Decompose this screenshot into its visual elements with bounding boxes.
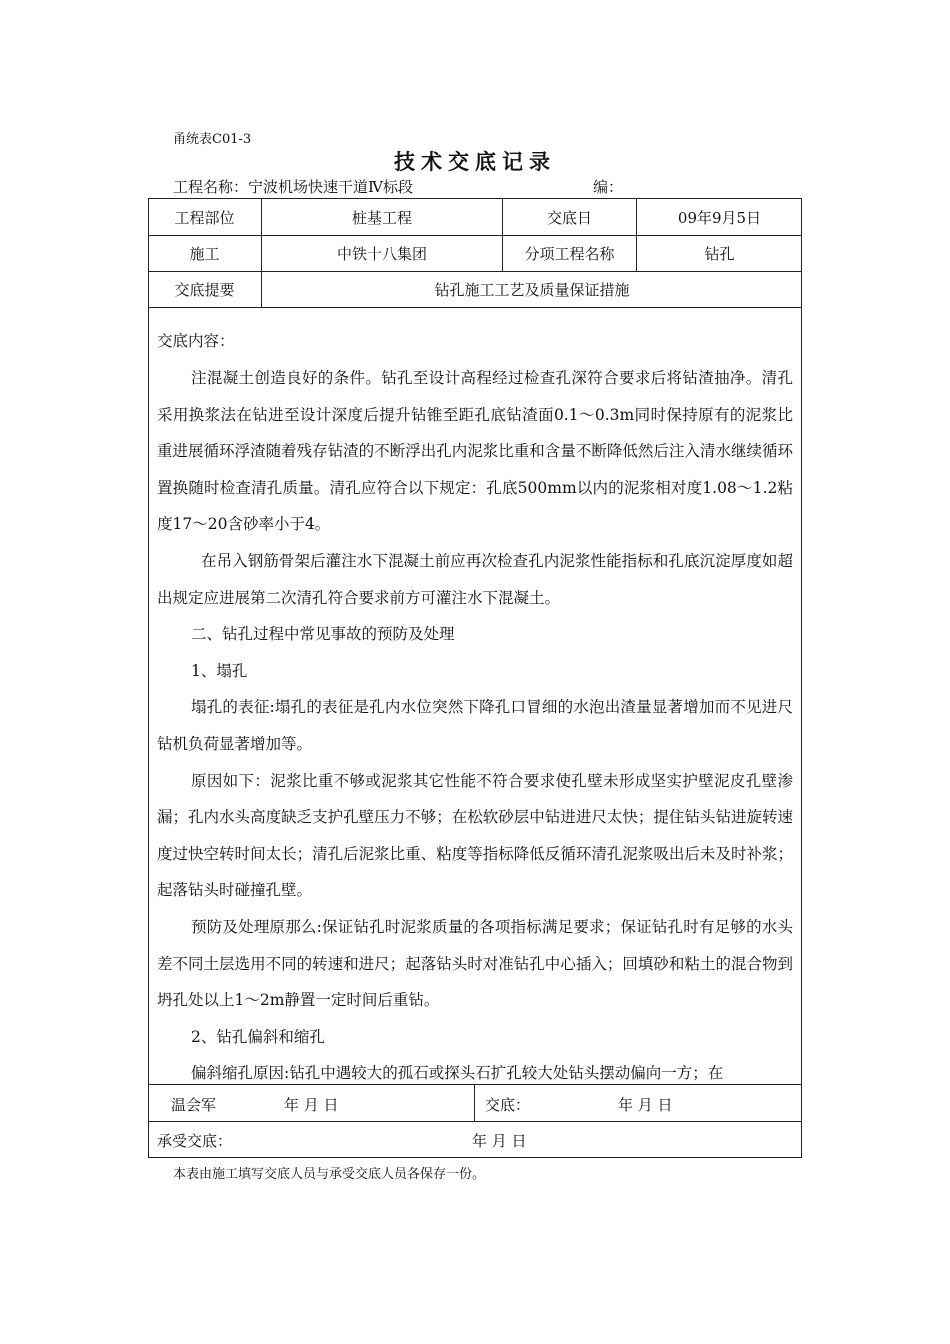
construction-unit-value: 中铁十八集团 (336, 245, 427, 263)
content-paragraph: 偏斜缩孔原因:钻孔中遇较大的孤石或探头石扩孔较大处钻头摆动偏向一方；在 (191, 1064, 724, 1083)
content-paragraph: 预防及处理原那么:保证钻孔时泥浆质量的各项指标满足要求；保证钻孔时有足够的水头差不同土层选用不同的转速和进尺；起落钻头时对准钻孔中心插入；回填砂和粘土的混合物到坍孔处以上1～2m静置一定时间后重钻。 (157, 917, 793, 1010)
receiver-date: 年 月 日 (472, 1132, 527, 1150)
label-disclosure-date: 交底日 (546, 208, 592, 227)
discloser-date: 年 月 日 (284, 1096, 339, 1114)
subitem-name-value: 钻孔 (704, 245, 735, 263)
disclosure-sign-date: 年 月 日 (618, 1096, 673, 1114)
subsection-heading: 2、钻孔偏斜和缩孔 (191, 1027, 325, 1046)
receiver-label: 承受交底： (157, 1132, 233, 1150)
content-paragraph: 在吊入钢筋骨架后灌注水下混凝土前应再次检查孔内泥浆性能指标和孔底沉淀厚度如超出规定应进展第二次清孔符合要求前方可灌注水下混凝土。 (157, 551, 793, 607)
project-name-line: 工程名称：宁波机场快速干道Ⅳ标段 (173, 178, 413, 196)
section-heading: 二、钻孔过程中常见事故的预防及处理 (191, 625, 455, 644)
document-title: 技术交底记录 (394, 150, 556, 174)
label-construction: 施工 (189, 245, 220, 263)
label-summary: 交底提要 (174, 281, 235, 299)
content-paragraph: 注混凝土创造良好的条件。钻孔至设计高程经过检查孔深符合要求后将钻渣抽净。清孔采用换浆法在钻进至设计深度后提升钻锥至距孔底钻渣面0.1～0.3m同时保持原有的泥浆比重进展循环浮渣随着残存钻渣的不断浮出孔内泥浆比重和含量不断降低然后注入清水继续循环置换随时检查清孔质量。清孔应符合以下规定：孔底500mm以内的泥浆相对度1.08～1.2粘度17～20含砂率小于4。 (157, 369, 793, 534)
summary-value: 钻孔施工工艺及质量保证措施 (434, 281, 630, 299)
form-code: 甬统表C01-3 (173, 132, 252, 147)
row-divider (148, 1121, 802, 1122)
footer-note: 本表由施工填写交底人员与承受交底人员各保存一份。 (173, 1167, 486, 1182)
content-heading: 交底内容： (157, 332, 235, 350)
row-divider (148, 307, 802, 308)
label-subitem-name: 分项工程名称 (524, 245, 615, 263)
content-paragraph: 塌孔的表征:塌孔的表征是孔内水位突然下降孔口冒细的水泡出渣量显著增加而不见进尺钻机负荷显著增加等。 (157, 698, 793, 753)
content-paragraph: 原因如下：泥浆比重不够或泥浆其它性能不符合要求使孔壁未形成坚实护壁泥皮孔壁渗漏；孔内水头高度缺乏支护孔壁压力不够；在松软砂层中钻进进尺太快；提住钻头钻进旋转速度过快空转时间太长；清孔后泥浆比重、粘度等指标降低反循环清孔泥浆吸出后未及时补浆；起落钻头时碰撞孔壁。 (157, 771, 793, 900)
code-label: 编： (593, 178, 624, 196)
disclosure-date-value: 09年9月5日 (677, 208, 762, 227)
disclosure-content (157, 330, 793, 1092)
label-project-part: 工程部位 (174, 208, 235, 227)
discloser-name: 温会军 (171, 1096, 217, 1114)
disclosure-label: 交底： (485, 1096, 531, 1114)
subsection-heading: 1、塌孔 (191, 661, 248, 680)
project-part-value: 桩基工程 (351, 208, 412, 227)
